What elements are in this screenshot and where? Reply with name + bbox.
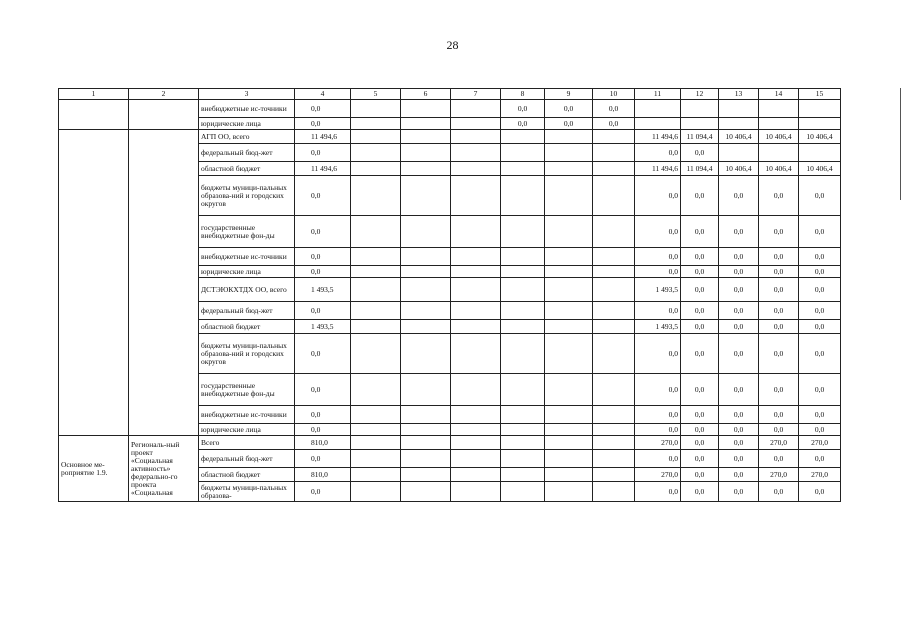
value-cell	[351, 374, 401, 406]
value-cell	[501, 424, 545, 436]
value-cell: 10 406,4	[799, 162, 841, 176]
value-cell	[593, 436, 635, 450]
value-cell: 0,0	[681, 468, 719, 482]
value-cell	[401, 176, 451, 216]
value-cell	[545, 482, 593, 502]
value-cell: 0,0	[545, 100, 593, 118]
value-cell: 0,0	[295, 406, 351, 424]
value-cell	[545, 406, 593, 424]
value-cell: 0,0	[799, 266, 841, 278]
value-cell: 0,0	[799, 406, 841, 424]
value-cell: 0,0	[501, 118, 545, 130]
value-cell: 0,0	[759, 424, 799, 436]
value-cell: 270,0	[799, 436, 841, 450]
value-cell	[593, 450, 635, 468]
header-row	[59, 89, 841, 100]
value-cell	[635, 118, 681, 130]
value-cell	[351, 176, 401, 216]
value-cell: 0,0	[719, 424, 759, 436]
value-cell: 0,0	[295, 302, 351, 320]
value-cell	[351, 162, 401, 176]
value-cell: 0,0	[759, 266, 799, 278]
value-cell	[451, 302, 501, 320]
budget-table	[58, 88, 841, 502]
value-cell: 0,0	[759, 334, 799, 374]
value-cell	[401, 302, 451, 320]
value-cell	[351, 100, 401, 118]
value-cell: 0,0	[759, 320, 799, 334]
value-cell	[351, 320, 401, 334]
event-project: Региональ-ный проект «Социальная активность» федерально-го проекта «Социальная	[129, 436, 199, 502]
header-cell: 8	[501, 89, 545, 100]
value-cell	[545, 144, 593, 162]
header-cell: 7	[451, 89, 501, 100]
value-cell: 0,0	[759, 450, 799, 468]
value-cell: 10 406,4	[759, 162, 799, 176]
value-cell	[593, 176, 635, 216]
value-cell	[501, 482, 545, 502]
value-cell	[451, 176, 501, 216]
value-cell: 270,0	[799, 468, 841, 482]
row-label: юридические лица	[199, 424, 295, 436]
header-cell: 2	[129, 89, 199, 100]
value-cell	[451, 320, 501, 334]
value-cell	[593, 162, 635, 176]
value-cell: 11 494,6	[295, 130, 351, 144]
value-cell	[593, 248, 635, 266]
value-cell: 0,0	[681, 176, 719, 216]
value-cell	[799, 144, 841, 162]
value-cell: 10 406,4	[719, 162, 759, 176]
value-cell	[719, 144, 759, 162]
value-cell: 0,0	[719, 176, 759, 216]
value-cell	[593, 482, 635, 502]
value-cell: 0,0	[295, 176, 351, 216]
value-cell	[593, 334, 635, 374]
value-cell	[351, 436, 401, 450]
value-cell	[351, 118, 401, 130]
value-cell: 0,0	[635, 176, 681, 216]
value-cell	[593, 144, 635, 162]
value-cell	[593, 406, 635, 424]
value-cell	[401, 468, 451, 482]
value-cell	[545, 162, 593, 176]
value-cell	[351, 144, 401, 162]
value-cell	[545, 436, 593, 450]
row-label: юридические лица	[199, 266, 295, 278]
row-label: государственные внебюджетные фон-ды	[199, 374, 295, 406]
value-cell	[351, 468, 401, 482]
row-label: бюджеты муници-пальных образова-	[199, 482, 295, 502]
value-cell	[593, 468, 635, 482]
header-cell: 12	[681, 89, 719, 100]
value-cell	[501, 320, 545, 334]
value-cell	[759, 100, 799, 118]
value-cell: 0,0	[295, 144, 351, 162]
value-cell	[545, 266, 593, 278]
value-cell	[501, 334, 545, 374]
value-cell	[681, 100, 719, 118]
value-cell	[451, 162, 501, 176]
row-label: областной бюджет	[199, 162, 295, 176]
value-cell	[351, 216, 401, 248]
value-cell	[351, 302, 401, 320]
value-cell: 0,0	[635, 406, 681, 424]
row-label: федеральный бюд-жет	[199, 144, 295, 162]
value-cell	[451, 374, 501, 406]
value-cell	[451, 130, 501, 144]
value-cell: 0,0	[681, 482, 719, 502]
value-cell: 0,0	[635, 302, 681, 320]
value-cell: 0,0	[759, 374, 799, 406]
value-cell	[799, 100, 841, 118]
value-cell	[401, 374, 451, 406]
value-cell: 0,0	[295, 450, 351, 468]
value-cell: 0,0	[719, 334, 759, 374]
value-cell: 0,0	[719, 374, 759, 406]
value-cell: 0,0	[759, 406, 799, 424]
value-cell: 0,0	[681, 424, 719, 436]
value-cell	[401, 248, 451, 266]
table-row	[59, 436, 841, 450]
value-cell	[545, 450, 593, 468]
value-cell: 0,0	[295, 482, 351, 502]
value-cell	[759, 144, 799, 162]
value-cell	[545, 216, 593, 248]
value-cell	[401, 144, 451, 162]
value-cell: 10 406,4	[799, 130, 841, 144]
value-cell: 0,0	[295, 216, 351, 248]
value-cell	[351, 424, 401, 436]
row-label: Всего	[199, 436, 295, 450]
value-cell: 0,0	[719, 266, 759, 278]
value-cell: 0,0	[759, 482, 799, 502]
value-cell	[593, 302, 635, 320]
value-cell: 270,0	[635, 468, 681, 482]
value-cell: 0,0	[681, 144, 719, 162]
value-cell: 0,0	[295, 424, 351, 436]
value-cell: 0,0	[501, 100, 545, 118]
value-cell	[351, 450, 401, 468]
value-cell: 0,0	[799, 216, 841, 248]
value-cell	[401, 482, 451, 502]
value-cell: 270,0	[759, 468, 799, 482]
value-cell: 0,0	[799, 278, 841, 302]
value-cell: 0,0	[635, 266, 681, 278]
page-number: 28	[446, 38, 459, 52]
value-cell	[545, 320, 593, 334]
value-cell: 10 406,4	[719, 130, 759, 144]
value-cell	[451, 436, 501, 450]
value-cell	[593, 216, 635, 248]
value-cell	[401, 320, 451, 334]
value-cell	[501, 436, 545, 450]
header-cell: 15	[799, 89, 841, 100]
value-cell	[501, 450, 545, 468]
header-cell: 6	[401, 89, 451, 100]
header-cell: 1	[59, 89, 129, 100]
value-cell	[451, 450, 501, 468]
value-cell: 0,0	[635, 144, 681, 162]
value-cell: 0,0	[719, 468, 759, 482]
value-cell: 0,0	[719, 302, 759, 320]
value-cell	[759, 118, 799, 130]
table-row	[59, 130, 841, 144]
value-cell	[501, 302, 545, 320]
value-cell: 11 094,4	[681, 162, 719, 176]
value-cell: 0,0	[719, 450, 759, 468]
value-cell: 0,0	[799, 424, 841, 436]
value-cell: 0,0	[681, 278, 719, 302]
value-cell: 1 493,5	[635, 278, 681, 302]
value-cell	[451, 248, 501, 266]
value-cell	[545, 468, 593, 482]
value-cell	[501, 248, 545, 266]
value-cell	[401, 436, 451, 450]
value-cell	[593, 266, 635, 278]
value-cell	[545, 424, 593, 436]
value-cell: 0,0	[719, 216, 759, 248]
value-cell	[451, 144, 501, 162]
value-cell	[593, 278, 635, 302]
value-cell: 0,0	[759, 248, 799, 266]
value-cell	[719, 118, 759, 130]
value-cell: 0,0	[719, 320, 759, 334]
value-cell: 0,0	[635, 424, 681, 436]
value-cell	[501, 374, 545, 406]
value-cell	[401, 450, 451, 468]
value-cell	[501, 162, 545, 176]
header-cell: 13	[719, 89, 759, 100]
value-cell	[351, 334, 401, 374]
value-cell	[451, 334, 501, 374]
value-cell: 0,0	[681, 302, 719, 320]
value-cell: 0,0	[593, 100, 635, 118]
value-cell	[451, 482, 501, 502]
value-cell	[545, 374, 593, 406]
value-cell	[545, 302, 593, 320]
merged-cell-col1	[59, 130, 129, 436]
value-cell	[401, 118, 451, 130]
value-cell	[451, 118, 501, 130]
value-cell: 0,0	[295, 374, 351, 406]
value-cell: 0,0	[799, 176, 841, 216]
value-cell	[545, 248, 593, 266]
value-cell: 11 494,6	[635, 162, 681, 176]
value-cell: 0,0	[799, 248, 841, 266]
value-cell	[401, 334, 451, 374]
value-cell: 0,0	[295, 248, 351, 266]
value-cell: 0,0	[799, 334, 841, 374]
value-cell: 270,0	[759, 436, 799, 450]
value-cell: 810,0	[295, 436, 351, 450]
value-cell	[351, 278, 401, 302]
value-cell	[351, 482, 401, 502]
value-cell: 0,0	[635, 248, 681, 266]
value-cell	[501, 216, 545, 248]
row-label: внебюджетные ис-точники	[199, 100, 295, 118]
value-cell	[501, 130, 545, 144]
header-cell: 5	[351, 89, 401, 100]
value-cell: 0,0	[681, 216, 719, 248]
value-cell: 11 494,6	[635, 130, 681, 144]
value-cell: 0,0	[719, 406, 759, 424]
value-cell	[719, 100, 759, 118]
value-cell	[545, 334, 593, 374]
value-cell	[351, 406, 401, 424]
value-cell: 0,0	[635, 334, 681, 374]
value-cell: 0,0	[759, 216, 799, 248]
value-cell: 10 406,4	[759, 130, 799, 144]
value-cell	[681, 118, 719, 130]
value-cell: 11 494,6	[295, 162, 351, 176]
value-cell	[545, 176, 593, 216]
value-cell: 0,0	[799, 374, 841, 406]
value-cell: 11 094,4	[681, 130, 719, 144]
row-label: государственные внебюджетные фон-ды	[199, 216, 295, 248]
value-cell: 0,0	[681, 320, 719, 334]
value-cell	[451, 406, 501, 424]
header-cell: 4	[295, 89, 351, 100]
row-label: областной бюджет	[199, 468, 295, 482]
row-label: внебюджетные ис-точники	[199, 406, 295, 424]
header-cell: 3	[199, 89, 295, 100]
value-cell	[593, 320, 635, 334]
value-cell	[451, 216, 501, 248]
value-cell: 0,0	[681, 374, 719, 406]
value-cell: 0,0	[681, 406, 719, 424]
row-label: федеральный бюд-жет	[199, 450, 295, 468]
value-cell	[545, 278, 593, 302]
value-cell	[351, 130, 401, 144]
value-cell	[501, 406, 545, 424]
value-cell: 270,0	[635, 436, 681, 450]
value-cell	[545, 130, 593, 144]
row-label: юридические лица	[199, 118, 295, 130]
value-cell: 0,0	[681, 266, 719, 278]
value-cell	[401, 130, 451, 144]
value-cell	[401, 278, 451, 302]
value-cell: 0,0	[719, 248, 759, 266]
value-cell: 0,0	[719, 278, 759, 302]
value-cell: 0,0	[593, 118, 635, 130]
value-cell: 0,0	[799, 482, 841, 502]
value-cell	[501, 468, 545, 482]
value-cell	[401, 266, 451, 278]
value-cell: 0,0	[759, 278, 799, 302]
value-cell	[351, 248, 401, 266]
value-cell	[401, 100, 451, 118]
value-cell	[351, 266, 401, 278]
value-cell	[401, 162, 451, 176]
row-label: областной бюджет	[199, 320, 295, 334]
value-cell: 0,0	[681, 450, 719, 468]
merged-cell-col2	[129, 100, 199, 130]
merged-cell-col1	[59, 100, 129, 130]
value-cell	[593, 424, 635, 436]
row-label: ДСТЭЮКХТДХ ОО, всего	[199, 278, 295, 302]
value-cell	[501, 266, 545, 278]
value-cell: 0,0	[545, 118, 593, 130]
row-label: бюджеты муници-пальных образова-ний и городских округов	[199, 334, 295, 374]
value-cell: 0,0	[295, 266, 351, 278]
table-row	[59, 100, 841, 118]
value-cell: 0,0	[681, 334, 719, 374]
value-cell	[451, 266, 501, 278]
value-cell	[593, 130, 635, 144]
value-cell: 1 493,5	[295, 278, 351, 302]
row-label: бюджеты муници-пальных образова-ний и городских округов	[199, 176, 295, 216]
value-cell	[451, 100, 501, 118]
merged-cell-col2	[129, 130, 199, 436]
value-cell	[451, 278, 501, 302]
header-cell: 10	[593, 89, 635, 100]
value-cell: 0,0	[759, 302, 799, 320]
value-cell: 0,0	[635, 374, 681, 406]
header-cell: 14	[759, 89, 799, 100]
value-cell	[799, 118, 841, 130]
row-label: внебюджетные ис-точники	[199, 248, 295, 266]
value-cell: 0,0	[635, 216, 681, 248]
value-cell: 0,0	[719, 482, 759, 502]
header-cell: 11	[635, 89, 681, 100]
page-edge-line	[900, 88, 901, 200]
value-cell	[401, 406, 451, 424]
value-cell: 1 493,5	[635, 320, 681, 334]
value-cell: 810,0	[295, 468, 351, 482]
value-cell	[451, 424, 501, 436]
value-cell	[401, 216, 451, 248]
value-cell: 0,0	[799, 450, 841, 468]
header-cell: 9	[545, 89, 593, 100]
value-cell: 0,0	[719, 436, 759, 450]
value-cell: 0,0	[635, 450, 681, 468]
value-cell	[451, 468, 501, 482]
value-cell: 0,0	[759, 176, 799, 216]
value-cell: 0,0	[681, 436, 719, 450]
value-cell: 0,0	[681, 248, 719, 266]
row-label: АГП ОО, всего	[199, 130, 295, 144]
value-cell: 0,0	[799, 320, 841, 334]
value-cell: 0,0	[295, 100, 351, 118]
value-cell: 0,0	[295, 334, 351, 374]
row-label: федеральный бюд-жет	[199, 302, 295, 320]
value-cell: 0,0	[295, 118, 351, 130]
value-cell	[501, 176, 545, 216]
value-cell: 1 493,5	[295, 320, 351, 334]
value-cell	[501, 144, 545, 162]
value-cell	[501, 278, 545, 302]
value-cell	[593, 374, 635, 406]
value-cell: 0,0	[635, 482, 681, 502]
value-cell	[401, 424, 451, 436]
value-cell: 0,0	[799, 302, 841, 320]
event-title: Основное ме-роприятие 1.9.	[59, 436, 129, 502]
value-cell	[635, 100, 681, 118]
